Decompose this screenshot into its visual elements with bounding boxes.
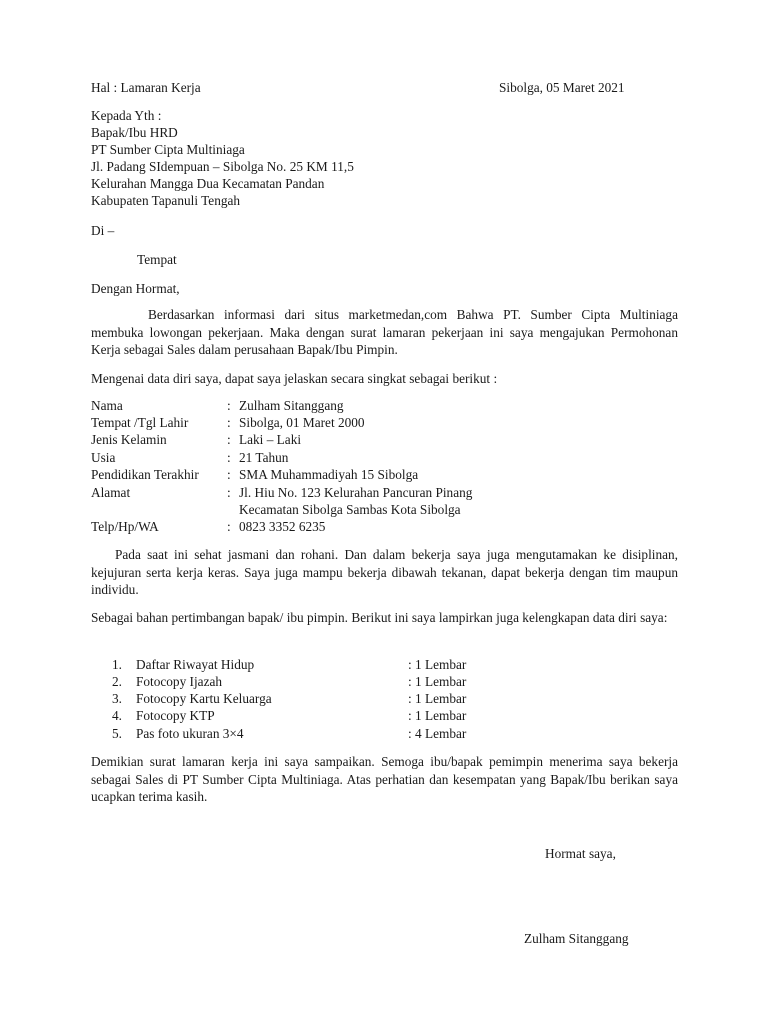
personal-value: 0823 3352 6235	[239, 519, 326, 534]
intro-paragraph: Berdasarkan informasi dari situs marketmedan,com Bahwa PT. Sumber Cipta Multiniaga membuka lowongan pekerjaan. Maka dengan surat lamaran pekerjaan ini saya mengajukan Permohonan Kerja sebagai Sales dalam perusahaan Bapak/Ibu Pimpin.	[91, 307, 678, 357]
letter-place-date: Sibolga, 05 Maret 2021	[499, 80, 625, 95]
signer-name: Zulham Sitanggang	[524, 931, 629, 946]
attachment-qty: : 1 Lembar	[408, 708, 467, 723]
personal-colon: :	[227, 450, 231, 465]
personal-label: Telp/Hp/WA	[91, 519, 159, 534]
attachment-number: 2.	[112, 674, 122, 689]
attachment-item	[91, 673, 511, 690]
recipient-line: PT Sumber Cipta Multiniaga	[91, 142, 245, 157]
personal-colon: :	[227, 519, 231, 534]
attachment-item	[91, 725, 511, 742]
attachment-number: 5.	[112, 726, 122, 741]
recipient-line: Kelurahan Mangga Dua Kecamatan Pandan	[91, 176, 325, 191]
personal-colon: :	[227, 432, 231, 447]
closing-paragraph: Demikian surat lamaran kerja ini saya sampaikan. Semoga ibu/bapak pemimpin menerima saya bekerja sebagai Sales di PT Sumber Cipta Multiniaga. Atas perhatian dan kesempatan yang Bapak/Ibu berikan saya ucapkan terima kasih.	[91, 754, 678, 804]
tempat-line: Tempat	[137, 252, 177, 267]
letter-subject: Hal : Lamaran Kerja	[91, 80, 201, 95]
regards: Hormat saya,	[545, 846, 616, 861]
personal-value: 21 Tahun	[239, 450, 289, 465]
personal-colon: :	[227, 467, 231, 482]
personal-label: Pendidikan Terakhir	[91, 467, 199, 482]
personal-colon: :	[227, 485, 231, 500]
attachment-name: Fotocopy Kartu Keluarga	[136, 691, 272, 706]
attachment-name: Daftar Riwayat Hidup	[136, 657, 255, 672]
personal-label: Jenis Kelamin	[91, 432, 167, 447]
attachment-name: Fotocopy KTP	[136, 708, 215, 723]
salutation: Dengan Hormat,	[91, 281, 180, 296]
attachment-number: 1.	[112, 657, 122, 672]
attachment-number: 4.	[112, 708, 122, 723]
attachment-qty: : 1 Lembar	[408, 657, 467, 672]
recipient-line: Jl. Padang SIdempuan – Sibolga No. 25 KM 11,5	[91, 159, 354, 174]
attachment-intro: Sebagai bahan pertimbangan bapak/ ibu pimpin. Berikut ini saya lampirkan juga kelengkapan data diri saya:	[91, 610, 668, 625]
attachment-qty: : 1 Lembar	[408, 674, 467, 689]
attachment-item	[91, 707, 511, 724]
personal-colon: :	[227, 398, 231, 413]
personal-value: Sibolga, 01 Maret 2000	[239, 415, 365, 430]
attachment-qty: : 1 Lembar	[408, 691, 467, 706]
personal-label: Alamat	[91, 485, 131, 500]
personal-label: Tempat /Tgl Lahir	[91, 415, 189, 430]
recipient-line: Bapak/Ibu HRD	[91, 125, 178, 140]
personal-label: Nama	[91, 398, 123, 413]
attachment-name: Pas foto ukuran 3×4	[136, 726, 244, 741]
data-intro: Mengenai data diri saya, dapat saya jelaskan secara singkat sebagai berikut :	[91, 371, 498, 386]
personal-value: Kecamatan Sibolga Sambas Kota Sibolga	[239, 502, 461, 517]
personal-value: Zulham Sitanggang	[239, 398, 344, 413]
attachment-number: 3.	[112, 691, 122, 706]
recipient-line: Kabupaten Tapanuli Tengah	[91, 193, 241, 208]
personal-colon: :	[227, 415, 231, 430]
attachment-item	[91, 656, 511, 673]
personal-label: Usia	[91, 450, 116, 465]
personal-value: SMA Muhammadiyah 15 Sibolga	[239, 467, 419, 482]
personal-value: Jl. Hiu No. 123 Kelurahan Pancuran Pinang	[239, 485, 473, 500]
health-paragraph: Pada saat ini sehat jasmani dan rohani. Dan dalam bekerja saya juga mengutamakan ke disiplinan, kejujuran serta kerja keras. Saya juga mampu bekerja dibawah tekanan, dapat bekerja dengan tim maupun individu.	[91, 547, 678, 597]
attachment-item	[91, 690, 511, 707]
recipient-line: Kepada Yth :	[91, 108, 162, 123]
attachment-name: Fotocopy Ijazah	[136, 674, 223, 689]
di-line: Di –	[91, 223, 115, 238]
personal-value: Laki – Laki	[239, 432, 302, 447]
attachment-qty: : 4 Lembar	[408, 726, 467, 741]
